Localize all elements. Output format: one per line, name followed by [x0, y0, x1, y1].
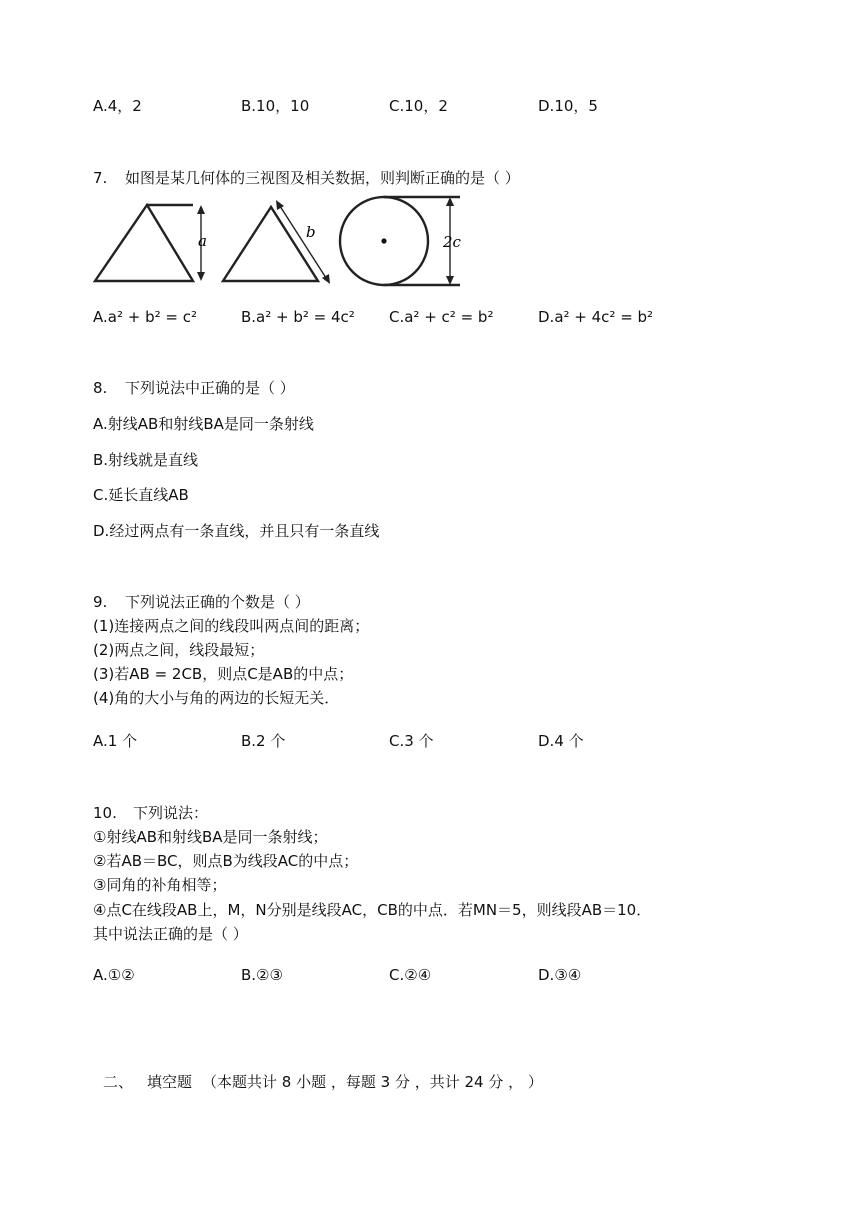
- q8-option-b: B.射线就是直线: [93, 451, 199, 469]
- front-view: [95, 205, 193, 281]
- q6-option-a: A.4，2: [93, 97, 142, 115]
- q7-stem-line: [93, 168, 520, 188]
- q9-stem-line: [93, 592, 310, 612]
- q9-number: 9.: [93, 593, 108, 611]
- q9-option-a: A.1 个: [93, 732, 138, 750]
- q6-option-d: D.10，5: [538, 97, 598, 115]
- q10-option-c: C.②④: [389, 966, 432, 984]
- q10-statement-1: ①射线AB和射线BA是同一条射线；: [93, 828, 328, 846]
- q10-option-a: A.①②: [93, 966, 135, 984]
- q9-statement-4: (4)角的大小与角的两边的长短无关．: [93, 689, 340, 707]
- q8-stem: 下列说法中正确的是（ ）: [125, 379, 295, 397]
- q7-option-b: B.a² + b² = 4c²: [241, 308, 355, 326]
- section-2-title: 填空题: [147, 1073, 193, 1091]
- q10-statement-2: ②若AB＝BC，则点B为线段AC的中点；: [93, 852, 359, 870]
- q9-option-c: C.3 个: [389, 732, 434, 750]
- q6-option-b: B.10，10: [241, 97, 310, 115]
- label-2c: 2c: [443, 233, 461, 251]
- section-2-note: （本题共计 8 小题 ，每题 3 分 ，共计 24 分 ， ）: [202, 1073, 543, 1091]
- q7-three-views-figure: [90, 195, 470, 290]
- label-a: a: [198, 232, 207, 250]
- q10-statement-3: ③同角的补角相等；: [93, 876, 227, 894]
- center-point: [381, 238, 386, 243]
- q9-statement-3: (3)若AB = 2CB，则点C是AB的中点；: [93, 665, 354, 683]
- q9-statement-2: (2)两点之间，线段最短；: [93, 641, 265, 659]
- q8-number: 8.: [93, 379, 108, 397]
- q8-stem-line: [93, 378, 295, 398]
- q8-option-a: A.射线AB和射线BA是同一条射线: [93, 415, 314, 433]
- top-view: [340, 197, 460, 285]
- q10-question: 其中说法正确的是（ ）: [93, 925, 248, 943]
- q7-option-a: A.a² + b² = c²: [93, 308, 197, 326]
- q8-option-d: D.经过两点有一条直线，并且只有一条直线: [93, 522, 380, 540]
- q10-stem: 下列说法：: [133, 804, 209, 822]
- q9-statement-1: (1)连接两点之间的线段叫两点间的距离；: [93, 617, 370, 635]
- slant-arrow: [276, 200, 330, 284]
- q9-option-d: D.4 个: [538, 732, 584, 750]
- q8-option-c: C.延长直线AB: [93, 486, 189, 504]
- q10-option-d: D.③④: [538, 966, 582, 984]
- q7-option-c: C.a² + c² = b²: [389, 308, 494, 326]
- q10-option-b: B.②③: [241, 966, 283, 984]
- q9-option-b: B.2 个: [241, 732, 286, 750]
- q7-option-d: D.a² + 4c² = b²: [538, 308, 654, 326]
- q10-statement-4: ④点C在线段AB上，M，N分别是线段AC，CB的中点．若MN＝5，则线段AB＝10．: [93, 901, 652, 919]
- q9-stem: 下列说法正确的个数是（ ）: [125, 593, 310, 611]
- section-2-number: 二、: [103, 1073, 134, 1091]
- q7-number: 7.: [93, 169, 108, 187]
- q7-stem: 如图是某几何体的三视图及相关数据，则判断正确的是（ ）: [125, 169, 520, 187]
- section-2-heading: [103, 1072, 543, 1092]
- q10-stem-line: [93, 803, 208, 823]
- label-b: b: [306, 223, 316, 241]
- q6-option-c: C.10，2: [389, 97, 448, 115]
- q10-number: 10.: [93, 804, 117, 822]
